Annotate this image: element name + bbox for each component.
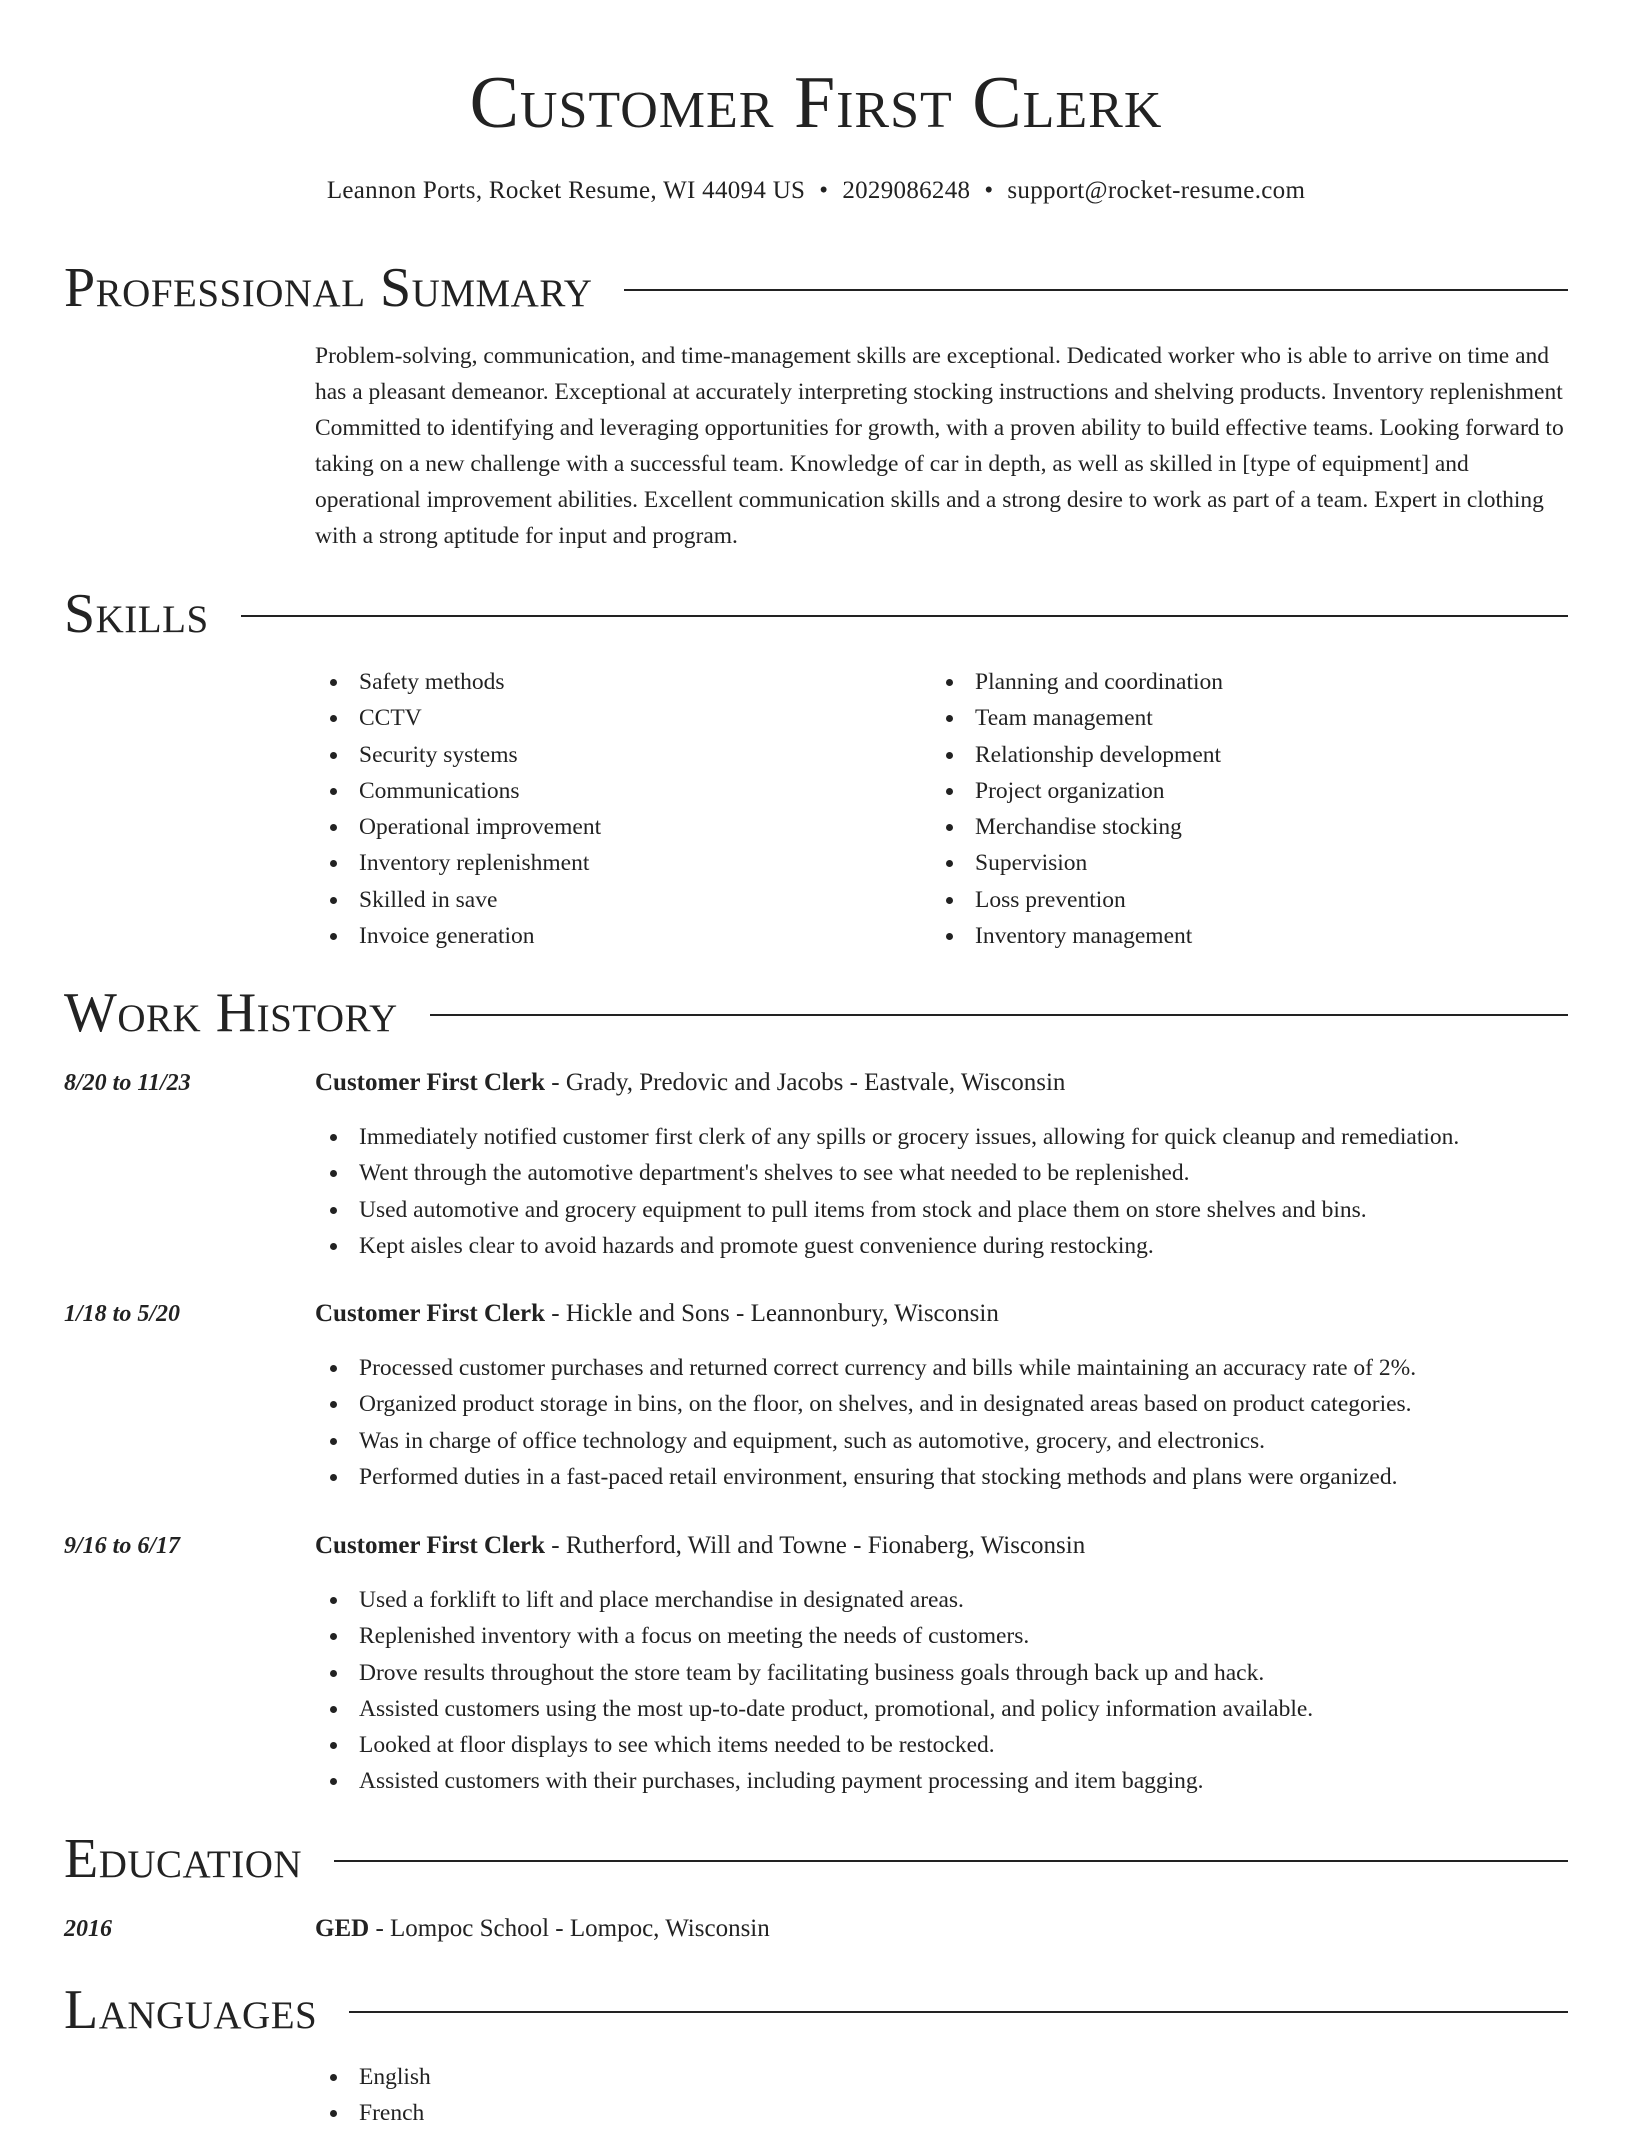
skill-item: Security systems bbox=[315, 737, 601, 773]
work-section-header bbox=[64, 980, 1568, 1046]
section-divider bbox=[624, 289, 1568, 291]
skill-item: Relationship development bbox=[931, 737, 1223, 773]
contact-separator: • bbox=[819, 177, 829, 204]
job-dates: 9/16 to 6/17 bbox=[64, 1533, 181, 1559]
duty-item: Assisted customers using the most up-to-date product, promotional, and policy information available. bbox=[315, 1691, 1570, 1727]
job-employer: - Hickle and Sons - Leannonbury, Wisconsin bbox=[545, 1300, 999, 1327]
skill-item: Skilled in save bbox=[315, 882, 601, 918]
skill-item: Safety methods bbox=[315, 664, 601, 700]
job-role: Customer First Clerk bbox=[315, 1069, 546, 1096]
section-title-languages: Languages bbox=[64, 1979, 318, 2041]
duty-item: Looked at floor displays to see which items needed to be restocked. bbox=[315, 1727, 1570, 1763]
section-divider bbox=[349, 2011, 1568, 2013]
skill-item: CCTV bbox=[315, 700, 601, 736]
education-section-header bbox=[64, 1826, 1568, 1892]
education-year: 2016 bbox=[64, 1916, 112, 1942]
duty-item: Organized product storage in bins, on the floor, on shelves, and in designated areas based on product categories. bbox=[315, 1386, 1570, 1422]
section-title-summary: Professional Summary bbox=[64, 257, 593, 319]
skill-item: Inventory management bbox=[931, 918, 1223, 954]
job-duties bbox=[315, 1119, 1570, 1264]
skill-item: Project organization bbox=[931, 773, 1223, 809]
section-title-skills: Skills bbox=[64, 583, 209, 645]
skill-item: Invoice generation bbox=[315, 918, 601, 954]
education-school: - Lompoc School - Lompoc, Wisconsin bbox=[369, 1915, 770, 1942]
duty-item: Used a forklift to lift and place merchandise in designated areas. bbox=[315, 1582, 1570, 1618]
contact-line bbox=[0, 174, 1632, 208]
section-divider bbox=[334, 1860, 1568, 1862]
duty-item: Was in charge of office technology and equipment, such as automotive, grocery, and electronics. bbox=[315, 1423, 1570, 1459]
language-item: French bbox=[315, 2095, 1570, 2131]
contact-email: support@rocket-resume.com bbox=[1007, 177, 1306, 204]
job-title-line bbox=[315, 1529, 1085, 1563]
duty-item: Used automotive and grocery equipment to pull items from stock and place them on store shelves and bins. bbox=[315, 1192, 1570, 1228]
skill-item: Team management bbox=[931, 700, 1223, 736]
contact-phone: 2029086248 bbox=[842, 177, 971, 204]
languages-section-header bbox=[64, 1977, 1568, 2043]
job-duties bbox=[315, 1350, 1570, 1495]
skill-item: Loss prevention bbox=[931, 882, 1223, 918]
language-item: English bbox=[315, 2059, 1570, 2095]
summary-text: Problem-solving, communication, and time-management skills are exceptional. Dedicated worker who is able to arrive on time and has a pleasant demeanor. Exceptional at accurately interpreting stocking instructions and shelving products. Inventory replenishment Committed to identifying and leveraging opportunities for growth, with a proven ability to build effective teams. Looking forward to taking on a new challenge with a successful team. Knowledge of car in depth, as well as skilled in [type of equipment] and operational improvement abilities. Excellent communication skills and a strong desire to work as part of a team. Expert in clothing with a strong aptitude for input and program. bbox=[315, 343, 1564, 549]
section-title-education: Education bbox=[64, 1828, 303, 1890]
duty-item: Went through the automotive department's shelves to see what needed to be replenished. bbox=[315, 1155, 1570, 1191]
job-dates: 1/18 to 5/20 bbox=[64, 1301, 181, 1327]
skill-item: Communications bbox=[315, 773, 601, 809]
duty-item: Assisted customers with their purchases, including payment processing and item bagging. bbox=[315, 1763, 1570, 1799]
job-role: Customer First Clerk bbox=[315, 1300, 546, 1327]
candidate-name: Customer First Clerk bbox=[469, 62, 1163, 144]
skill-item: Supervision bbox=[931, 845, 1223, 881]
skills-right-column bbox=[931, 664, 1223, 954]
duty-item: Immediately notified customer first clerk of any spills or grocery issues, allowing for quick cleanup and remediation. bbox=[315, 1119, 1570, 1155]
section-divider bbox=[241, 615, 1568, 617]
duty-item: Drove results throughout the store team by facilitating business goals through back up and hack. bbox=[315, 1655, 1570, 1691]
education-degree: GED bbox=[315, 1915, 370, 1942]
job-dates: 8/20 to 11/23 bbox=[64, 1070, 191, 1096]
skill-item: Planning and coordination bbox=[931, 664, 1223, 700]
job-title-line bbox=[315, 1297, 999, 1331]
summary-section-header bbox=[64, 255, 1568, 321]
duty-item: Performed duties in a fast-paced retail environment, ensuring that stocking methods and plans were organized. bbox=[315, 1459, 1570, 1495]
duty-item: Processed customer purchases and returned correct currency and bills while maintaining an accuracy rate of 2%. bbox=[315, 1350, 1570, 1386]
job-employer: - Grady, Predovic and Jacobs - Eastvale, Wisconsin bbox=[545, 1069, 1066, 1096]
job-title-line bbox=[315, 1066, 1065, 1100]
skill-item: Operational improvement bbox=[315, 809, 601, 845]
education-line bbox=[315, 1912, 770, 1946]
duty-item: Replenished inventory with a focus on meeting the needs of customers. bbox=[315, 1618, 1570, 1654]
contact-address: Leannon Ports, Rocket Resume, WI 44094 US bbox=[326, 177, 806, 204]
section-divider bbox=[430, 1014, 1568, 1016]
job-employer: - Rutherford, Will and Towne - Fionaberg, Wisconsin bbox=[545, 1532, 1086, 1559]
job-role: Customer First Clerk bbox=[315, 1532, 546, 1559]
skills-section-header bbox=[64, 581, 1568, 647]
section-title-work: Work History bbox=[64, 982, 398, 1044]
languages-list bbox=[315, 2059, 1570, 2132]
job-duties bbox=[315, 1582, 1570, 1800]
skill-item: Merchandise stocking bbox=[931, 809, 1223, 845]
contact-separator: • bbox=[984, 177, 994, 204]
skills-left-column bbox=[315, 664, 601, 954]
skill-item: Inventory replenishment bbox=[315, 845, 601, 881]
duty-item: Kept aisles clear to avoid hazards and promote guest convenience during restocking. bbox=[315, 1228, 1570, 1264]
